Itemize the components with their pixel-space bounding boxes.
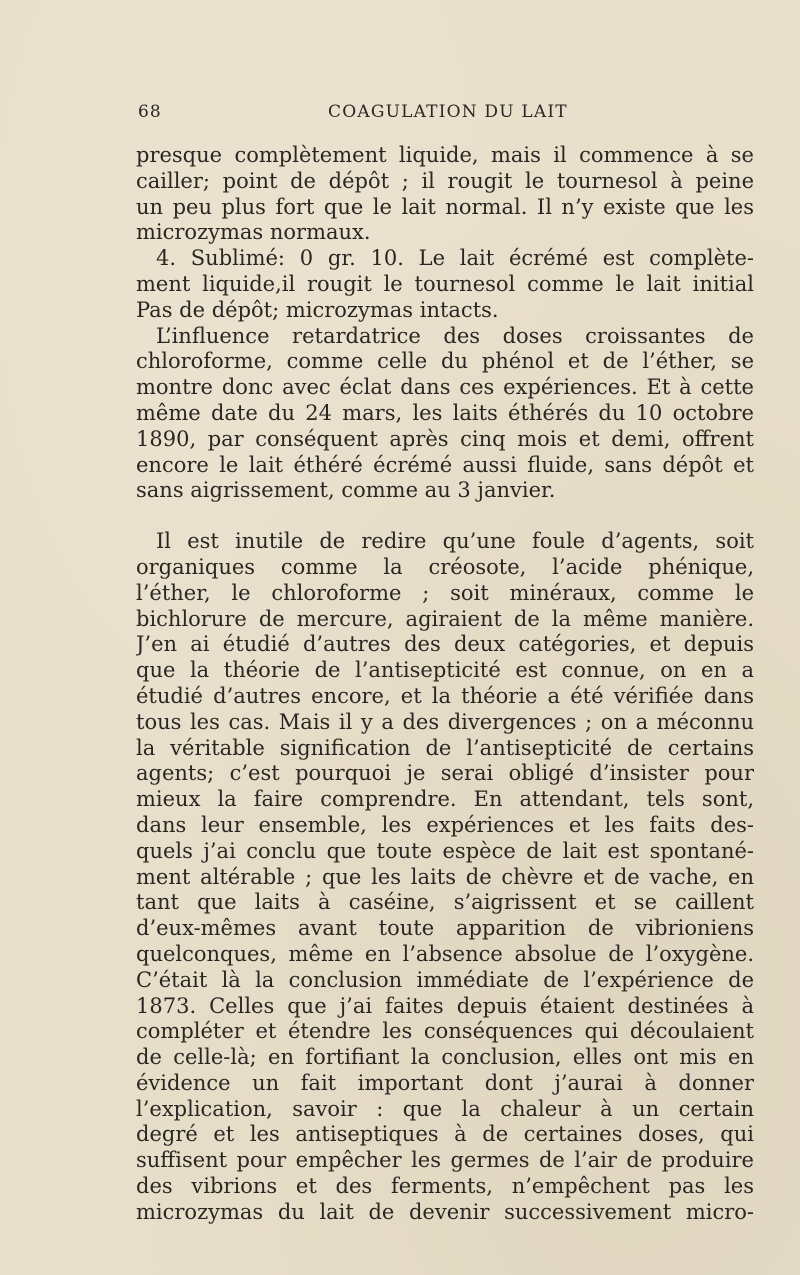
running-title: COAGULATION DU LAIT bbox=[328, 102, 568, 122]
text-line: étudié d’autres encore, et la théorie a été vérifiée dans bbox=[136, 683, 754, 708]
paragraph bbox=[136, 324, 754, 505]
text-line: d’eux-mêmes avant toute apparition de vibrioniens bbox=[136, 916, 754, 941]
text-line: ment altérable ; que les laits de chèvre et de vache, en bbox=[136, 864, 754, 889]
text-line: quels j’ai conclu que toute espèce de lait est spontané- bbox=[136, 838, 754, 863]
text-line: encore le lait éthéré écrémé aussi fluide, sans dépôt et bbox=[136, 452, 754, 477]
text-line: tant que laits à caséine, s’aigrissent et se caillent bbox=[136, 890, 754, 915]
text-line: organiques comme la créosote, l’acide phénique, bbox=[136, 554, 754, 579]
text-line: même date du 24 mars, les laits éthérés du 10 octobre bbox=[136, 400, 754, 425]
page-number: 68 bbox=[138, 102, 162, 122]
text-line: tous les cas. Mais il y a des divergences ; on a méconnu bbox=[136, 709, 754, 734]
text-line: 1890, par conséquent après cinq mois et demi, offrent bbox=[136, 426, 754, 451]
text-line: Il est inutile de redire qu’une foule d’agents, soit bbox=[156, 529, 754, 554]
text-line: agents; c’est pourquoi je serai obligé d’insister pour bbox=[136, 761, 754, 786]
text-line: dans leur ensemble, les expériences et les faits des- bbox=[136, 812, 754, 837]
running-head bbox=[138, 102, 754, 126]
paragraph bbox=[136, 246, 754, 323]
text-line: bichlorure de mercure, agiraient de la même manière. bbox=[136, 606, 754, 631]
body-text bbox=[136, 143, 754, 1226]
text-line: quelconques, même en l’absence absolue de l’oxygène. bbox=[136, 941, 754, 966]
text-line: presque complètement liquide, mais il commence à se bbox=[136, 143, 754, 167]
text-line: des vibrions et des ferments, n’empêchent pas les bbox=[136, 1174, 754, 1199]
paragraph bbox=[136, 143, 754, 246]
text-line: la véritable signification de l’antisepticité de certains bbox=[136, 735, 754, 760]
text-line: Pas de dépôt; microzymas intacts. bbox=[136, 297, 499, 322]
text-line: de celle-là; en fortifiant la conclusion, elles ont mis en bbox=[136, 1045, 754, 1070]
text-line: 1873. Celles que j’ai faites depuis étaient destinées à bbox=[136, 993, 754, 1018]
text-line: un peu plus fort que le lait normal. Il n’y existe que les bbox=[136, 194, 754, 219]
paragraph bbox=[136, 529, 754, 1226]
text-line: C’était là la conclusion immédiate de l’expérience de bbox=[136, 967, 754, 992]
text-line: 4. Sublimé: 0 gr. 10. Le lait écrémé est complète- bbox=[156, 246, 754, 271]
text-line: microzymas normaux. bbox=[136, 220, 371, 245]
text-line: chloroforme, comme celle du phénol et de l’éther, se bbox=[136, 349, 754, 374]
text-line: compléter et étendre les conséquences qui découlaient bbox=[136, 1019, 754, 1044]
text-line: cailler; point de dépôt ; il rougit le tournesol à peine bbox=[136, 168, 754, 193]
text-line: l’éther, le chloroforme ; soit minéraux, comme le bbox=[136, 580, 754, 605]
text-line: sans aigrissement, comme au 3 janvier. bbox=[136, 478, 556, 503]
paragraph-spacer bbox=[136, 504, 754, 529]
text-line: suffisent pour empêcher les germes de l’air de produire bbox=[136, 1148, 754, 1173]
text-line: que la théorie de l’antisepticité est connue, on en a bbox=[136, 658, 754, 683]
text-line: L’influence retardatrice des doses croissantes de bbox=[156, 323, 754, 348]
text-line: l’explication, savoir : que la chaleur à un certain bbox=[136, 1096, 754, 1121]
text-line: ment liquide,il rougit le tournesol comme le lait initial bbox=[136, 271, 754, 296]
text-line: montre donc avec éclat dans ces expériences. Et à cette bbox=[136, 375, 754, 400]
text-line: J’en ai étudié d’autres des deux catégories, et depuis bbox=[136, 632, 754, 657]
text-line: mieux la faire comprendre. En attendant, tels sont, bbox=[136, 787, 754, 812]
text-line: évidence un fait important dont j’aurai à donner bbox=[136, 1070, 754, 1095]
text-line: degré et les antiseptiques à de certaines doses, qui bbox=[136, 1122, 754, 1147]
text-line: microzymas du lait de devenir successivement micro- bbox=[136, 1199, 754, 1224]
